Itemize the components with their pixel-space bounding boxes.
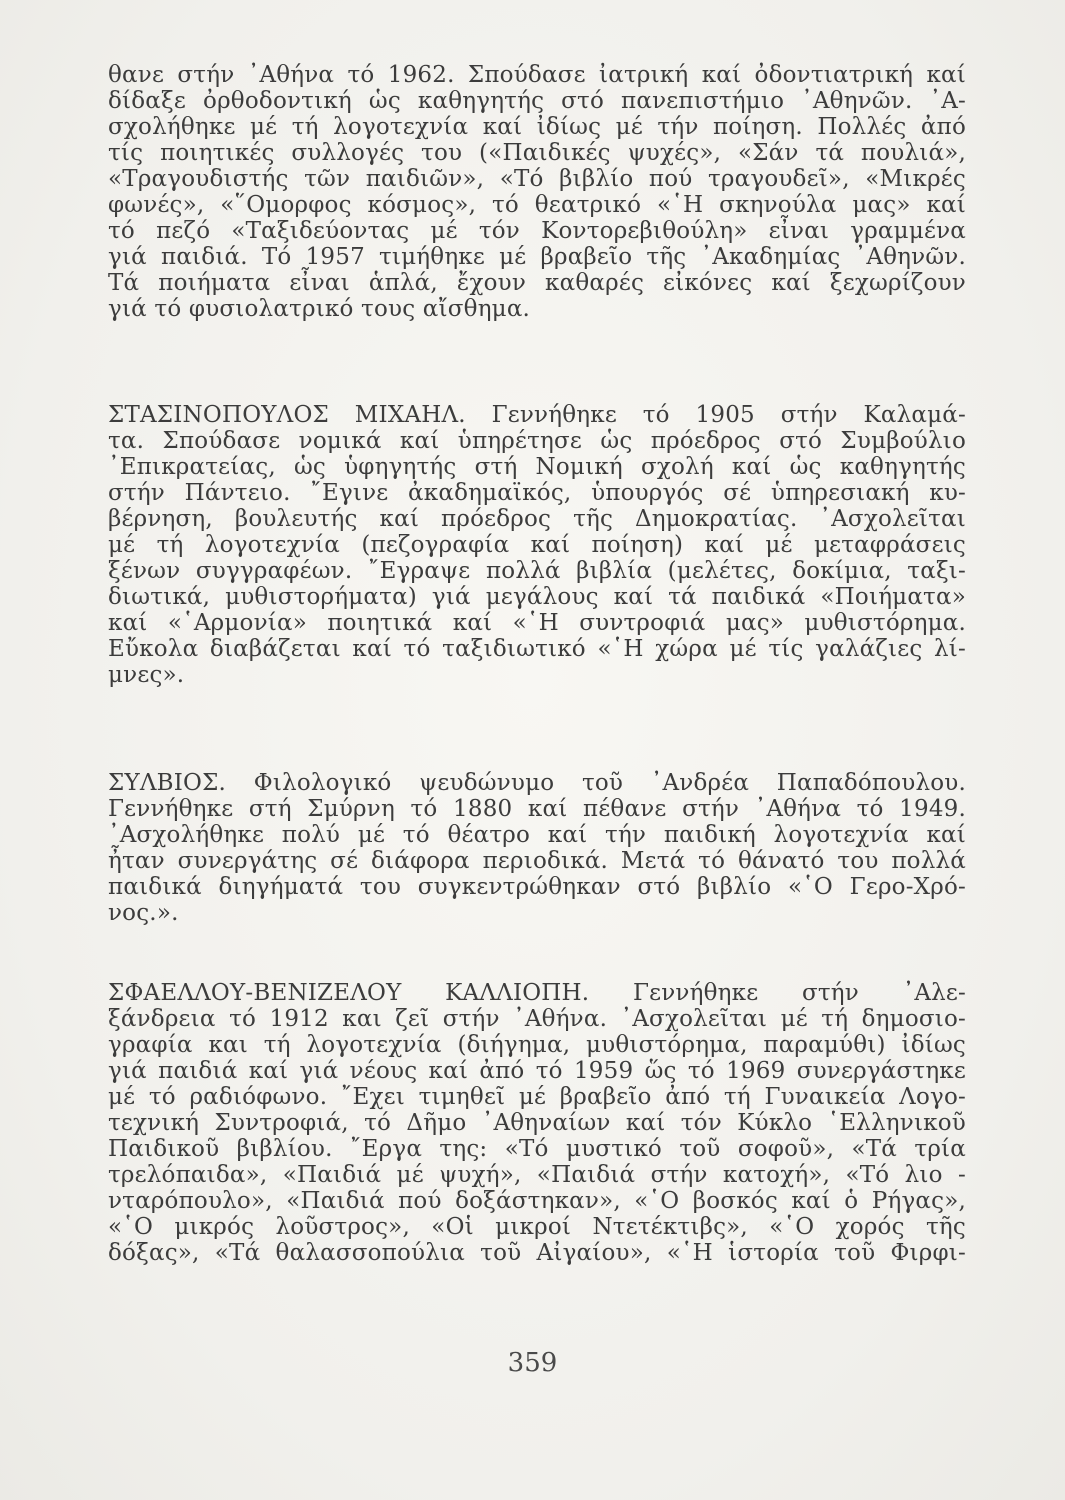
text-line: τα. Σπούδασε νομικά καί ὑπηρέτησε ὡς πρόεδρος στό Συμβούλιο — [108, 428, 966, 454]
text-line: μέ τή λογοτεχνία (πεζογραφία καί ποίηση) καί μέ μεταφράσεις — [108, 532, 966, 558]
text-line: τεχνική Συντροφιά, τό Δῆμο ᾿Αθηναίων καί τόν Κύκλο ῾Ελληνικοῦ — [108, 1110, 966, 1136]
text-line: γιά παιδιά καί γιά νέους καί ἀπό τό 1959 ὥς τό 1969 συνεργάστηκε — [108, 1058, 966, 1084]
text-line: Τά ποιήματα εἶναι ἁπλά, ἔχουν καθαρές εἰκόνες καί ξεχωρίζουν — [108, 270, 966, 296]
text-line: ᾿Ασχολήθηκε πολύ μέ τό θέατρο καί τήν παιδική λογοτεχνία καί — [108, 822, 966, 848]
entry-sylvios — [108, 770, 966, 926]
text-line: ΣΥΛΒΙΟΣ. Φιλολογικό ψευδώνυμο τοῦ ᾿Ανδρέα Παπαδόπουλου. — [108, 770, 966, 796]
text-line: μνες». — [108, 662, 185, 688]
text-line: ἦταν συνεργάτης σέ διάφορα περιοδικά. Μετά τό θάνατό του πολλά — [108, 848, 966, 874]
text-line: «῾Ο μικρός λοῦστρος», «Οἱ μικροί Ντετέκτιβς», «῾Ο χορός τῆς — [108, 1214, 966, 1240]
text-line: γιά παιδιά. Τό 1957 τιμήθηκε μέ βραβεῖο τῆς ᾿Ακαδημίας ᾿Αθηνῶν. — [108, 244, 966, 270]
text-line: ᾿Επικρατείας, ὡς ὑφηγητής στή Νομική σχολή καί ὡς καθηγητής — [108, 454, 966, 480]
text-line: βέρνηση, βουλευτής καί πρόεδρος τῆς Δημοκρατίας. ᾿Ασχολεῖται — [108, 506, 966, 532]
text-line: τρελόπαιδα», «Παιδιά μέ ψυχή», «Παιδιά στήν κατοχή», «Τό λιο - — [108, 1162, 966, 1188]
text-line: «Τραγουδιστής τῶν παιδιῶν», «Τό βιβλίο πού τραγουδεῖ», «Μικρές — [108, 166, 966, 192]
text-line: μέ τό ραδιόφωνο. ῎Εχει τιμηθεῖ μέ βραβεῖο ἀπό τή Γυναικεία Λογο- — [108, 1084, 966, 1110]
text-line: γιά τό φυσιολατρικό τους αἴσθημα. — [108, 296, 531, 322]
text-line: Παιδικοῦ βιβλίου. ῎Εργα της: «Τό μυστικό τοῦ σοφοῦ», «Τά τρία — [108, 1136, 966, 1162]
text-line: Γεννήθηκε στή Σμύρνη τό 1880 καί πέθανε στήν ᾿Αθήνα τό 1949. — [108, 796, 966, 822]
text-line: ΣΤΑΣΙΝΟΠΟΥΛΟΣ ΜΙΧΑΗΛ. Γεννήθηκε τό 1905 στήν Καλαμά- — [108, 402, 966, 428]
text-line: καί «῾Αρμονία» ποιητικά καί «῾Η συντροφιά μας» μυθιστόρημα. — [108, 610, 966, 636]
text-line: νταρόπουλο», «Παιδιά πού δοξάστηκαν», «῾Ο βοσκός καί ὁ Ρήγας», — [108, 1188, 966, 1214]
text-line: τίς ποιητικές συλλογές του («Παιδικές ψυχές», «Σάν τά πουλιά», — [108, 140, 966, 166]
text-line: φωνές», «῞Ομορφος κόσμος», τό θεατρικό «῾Η σκηνούλα μας» καί — [108, 192, 966, 218]
text-line: θανε στήν ᾿Αθήνα τό 1962. Σπούδασε ἰατρική καί ὀδοντιατρική καί — [108, 62, 966, 88]
text-line: Εὔκολα διαβάζεται καί τό ταξιδιωτικό «῾Η χώρα μέ τίς γαλάζιες λί- — [108, 636, 966, 662]
entry-paragraph-continuation — [108, 62, 966, 322]
text-line: γραφία και τή λογοτεχνία (διήγημα, μυθιστόρημα, παραμύθι) ἰδίως — [108, 1032, 966, 1058]
entry-stasinopoulos — [108, 402, 966, 688]
text-line: διωτικά, μυθιστορήματα) γιά μεγάλους καί τά παιδικά «Ποιήματα» — [108, 584, 966, 610]
text-line: ξάνδρεια τό 1912 και ζεῖ στήν ᾿Αθήνα. ᾿Ασχολεῖται μέ τή δημοσιο- — [108, 1006, 966, 1032]
text-line: ξένων συγγραφέων. ῎Εγραψε πολλά βιβλία (μελέτες, δοκίμια, ταξι- — [108, 558, 966, 584]
text-line: νος.». — [108, 900, 179, 926]
text-line: δόξας», «Τά θαλασσοπούλια τοῦ Αἰγαίου», «῾Η ἱστορία τοῦ Φιρφι- — [108, 1240, 966, 1266]
text-line: στήν Πάντειο. ῎Εγινε ἀκαδημαϊκός, ὑπουργός σέ ὑπηρεσιακή κυ- — [108, 480, 966, 506]
text-line: δίδαξε ὀρθοδοντική ὡς καθηγητής στό πανεπιστήμιο ᾿Αθηνῶν. ᾿Α- — [108, 88, 966, 114]
page-number: 359 — [507, 1348, 558, 1378]
text-line: παιδικά διηγήματά του συγκεντρώθηκαν στό βιβλίο «῾Ο Γερο-Χρό- — [108, 874, 966, 900]
entry-sfaellou-venizelou — [108, 980, 966, 1266]
text-line: τό πεζό «Ταξιδεύοντας μέ τόν Κοντορεβιθούλη» εἶναι γραμμένα — [108, 218, 966, 244]
text-line: ΣΦΑΕΛΛΟΥ-ΒΕΝΙΖΕΛΟΥ ΚΑΛΛΙΟΠΗ. Γεννήθηκε στήν ᾿Αλε- — [108, 980, 966, 1006]
text-line: σχολήθηκε μέ τή λογοτεχνία καί ἰδίως μέ τήν ποίηση. Πολλές ἀπό — [108, 114, 966, 140]
